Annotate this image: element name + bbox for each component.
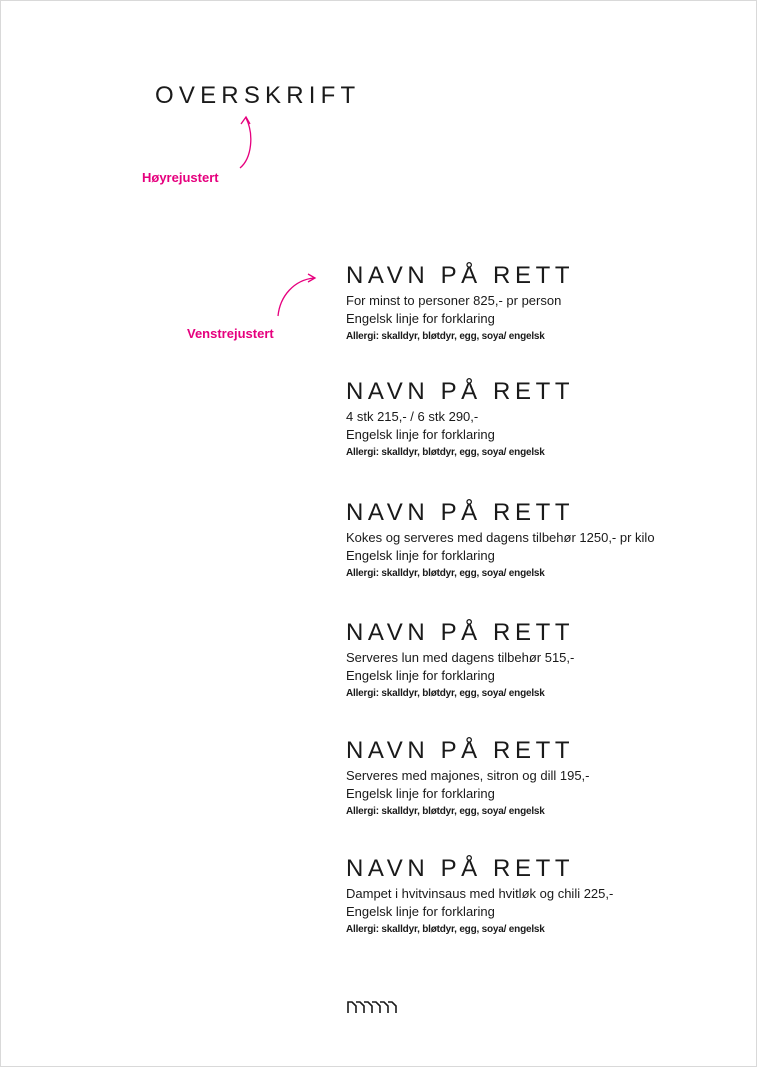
dish-description: Kokes og serveres med dagens tilbehør 1250,- pr kilo <box>346 530 655 545</box>
dish-english-line: Engelsk linje for forklaring <box>346 311 495 326</box>
dish-description: Serveres med majones, sitron og dill 195,- <box>346 768 590 783</box>
dish-item <box>346 499 746 582</box>
dish-english-line: Engelsk linje for forklaring <box>346 548 495 563</box>
dish-item <box>346 855 746 938</box>
dish-description: Dampet i hvitvinsaus med hvitløk og chili 225,- <box>346 886 614 901</box>
annotation-right-aligned: Høyrejustert <box>142 170 219 185</box>
arrow-curved-right-icon <box>274 270 320 320</box>
dish-name: NAVN PÅ RETT <box>346 619 575 646</box>
dish-description: 4 stk 215,- / 6 stk 290,- <box>346 409 479 424</box>
dish-item <box>346 378 746 461</box>
dish-english-line: Engelsk linje for forklaring <box>346 904 495 919</box>
dish-name: NAVN PÅ RETT <box>346 737 575 764</box>
dish-name: NAVN PÅ RETT <box>346 378 575 405</box>
dish-allergy: Allergi: skalldyr, bløtdyr, egg, soya/ engelsk <box>346 447 545 458</box>
dish-name: NAVN PÅ RETT <box>346 855 575 882</box>
dish-allergy: Allergi: skalldyr, bløtdyr, egg, soya/ engelsk <box>346 924 545 935</box>
dish-item <box>346 619 746 702</box>
dish-description: For minst to personer 825,- pr person <box>346 293 562 308</box>
dish-allergy: Allergi: skalldyr, bløtdyr, egg, soya/ engelsk <box>346 568 545 579</box>
dish-description: Serveres lun med dagens tilbehør 515,- <box>346 650 575 665</box>
dish-allergy: Allergi: skalldyr, bløtdyr, egg, soya/ engelsk <box>346 688 545 699</box>
dish-name: NAVN PÅ RETT <box>346 499 575 526</box>
dish-english-line: Engelsk linje for forklaring <box>346 786 495 801</box>
dish-allergy: Allergi: skalldyr, bløtdyr, egg, soya/ engelsk <box>346 331 545 342</box>
dish-english-line: Engelsk linje for forklaring <box>346 668 495 683</box>
dish-allergy: Allergi: skalldyr, bløtdyr, egg, soya/ engelsk <box>346 806 545 817</box>
logo-mark-icon <box>346 998 398 1014</box>
annotation-left-aligned: Venstrejustert <box>187 326 274 341</box>
dish-item <box>346 737 746 820</box>
page-heading: OVERSKRIFT <box>155 82 361 109</box>
arrow-curved-up-icon <box>236 112 260 172</box>
dish-item <box>346 262 746 345</box>
dish-name: NAVN PÅ RETT <box>346 262 575 289</box>
dish-english-line: Engelsk linje for forklaring <box>346 427 495 442</box>
